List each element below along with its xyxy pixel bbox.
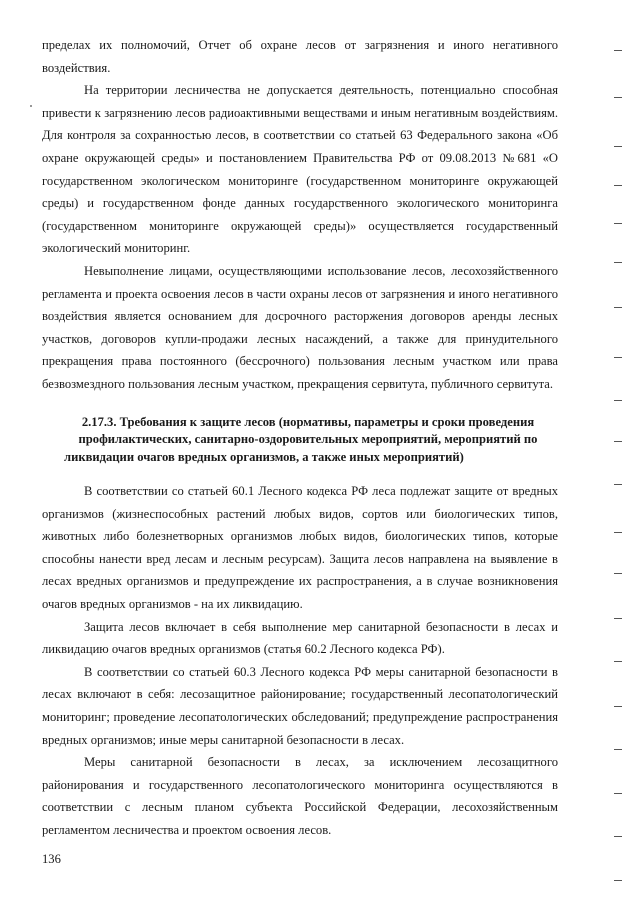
margin-tick: [614, 97, 622, 98]
margin-tick: [614, 307, 622, 308]
paragraph-forest-protection-article-60-2: Защита лесов включает в себя выполнение мер санитарной безопасности в лесах и ликвидацию очагов вредных организмов (статья 60.2 Лесного кодекса РФ).: [42, 619, 558, 657]
paragraph-environmental-monitoring: На территории лесничества не допускается деятельность, потенциально способная привести к загрязнению лесов радиоактивными веществами и иным негативным воздействиям. Для контроля за сохранностью лесов, в соответствии со статьей 63 Федерального закона «Об охране окружающей среды» и постановлением Правительства РФ от 09.08.2013 №681 «О государственном экологическом мониторинге (государственном мониторинге окружающей среды) и государственном фонде данных государственного экологического мониторинга (государственном мониторинге окружающей среды)» осуществляется государственный экологический мониторинг.: [42, 83, 558, 256]
scan-speck: [30, 105, 32, 107]
margin-tick: [614, 400, 622, 401]
document-page: [42, 34, 558, 842]
margin-tick: [614, 357, 622, 358]
margin-tick: [614, 223, 622, 224]
margin-tick: [614, 146, 622, 147]
margin-tick: [614, 706, 622, 707]
paragraph-sanitary-measures-implementation: Меры санитарной безопасности в лесах, за исключением лесозащитного районирования и государственного лесопатологического мониторинга осуществляются в соответствии с лесным планом субъекта Российской Федерации, лесохозяйственным регламентом лесничества и проектом освоения лесов.: [42, 755, 558, 837]
margin-tick: [614, 441, 622, 442]
margin-tick: [614, 618, 622, 619]
paragraph-forest-protection-article-60-1: В соответствии со статьей 60.1 Лесного кодекса РФ леса подлежат защите от вредных организмов (жизнеспособных растений любых видов, сортов или биологических типов, животных либо болезнетворных организмов любых видов, биологических типов, которые способны нанести вред лесам и лесным ресурсам). Защита лесов направлена на выявление в лесах вредных организмов и предупреждение их распространения, а в случае возникновения очагов вредных организмов - на их ликвидацию.: [42, 484, 558, 611]
margin-tick: [614, 880, 622, 881]
margin-tick: [614, 836, 622, 837]
margin-tick: [614, 793, 622, 794]
margin-tick: [614, 262, 622, 263]
paragraph-continuation: пределах их полномочий, Отчет об охране лесов от загрязнения и иного негативного воздействия.: [42, 38, 558, 75]
margin-tick: [614, 749, 622, 750]
paragraph-contract-termination: Невыполнение лицами, осуществляющими использование лесов, лесохозяйственного регламента и проекта освоения лесов в части охраны лесов от загрязнения и иного негативного воздействия является основанием для досрочного расторжения договоров аренды лесных участков, договоров купли-продажи лесных насаждений, а также для принудительного прекращения права постоянного (бессрочного) пользования лесным участком или права безвозмездного пользования лесным участком, прекращения сервитута, публичного сервитута.: [42, 263, 558, 391]
margin-tick: [614, 661, 622, 662]
margin-tick: [614, 185, 622, 186]
margin-tick: [614, 484, 622, 485]
margin-tick: [614, 50, 622, 51]
section-heading: 2.17.3. Требования к защите лесов (нормативы, параметры и сроки проведения профилактических, санитарно-оздоровительных мероприятий, мероприятий по ликвидации очагов вредных организмов, а также иных мероприятий): [64, 414, 538, 464]
paragraph-sanitary-measures-article-60-3: В соответствии со статьей 60.3 Лесного кодекса РФ меры санитарной безопасности в лесах включают в себя: лесозащитное районирование; государственный лесопатологический мониторинг; проведение лесопатологических обследований; предупреждение распространения вредных организмов; иные меры санитарной безопасности в лесах.: [42, 664, 558, 747]
margin-tick: [614, 573, 622, 574]
page-number: 136: [42, 852, 61, 866]
margin-tick: [614, 532, 622, 533]
